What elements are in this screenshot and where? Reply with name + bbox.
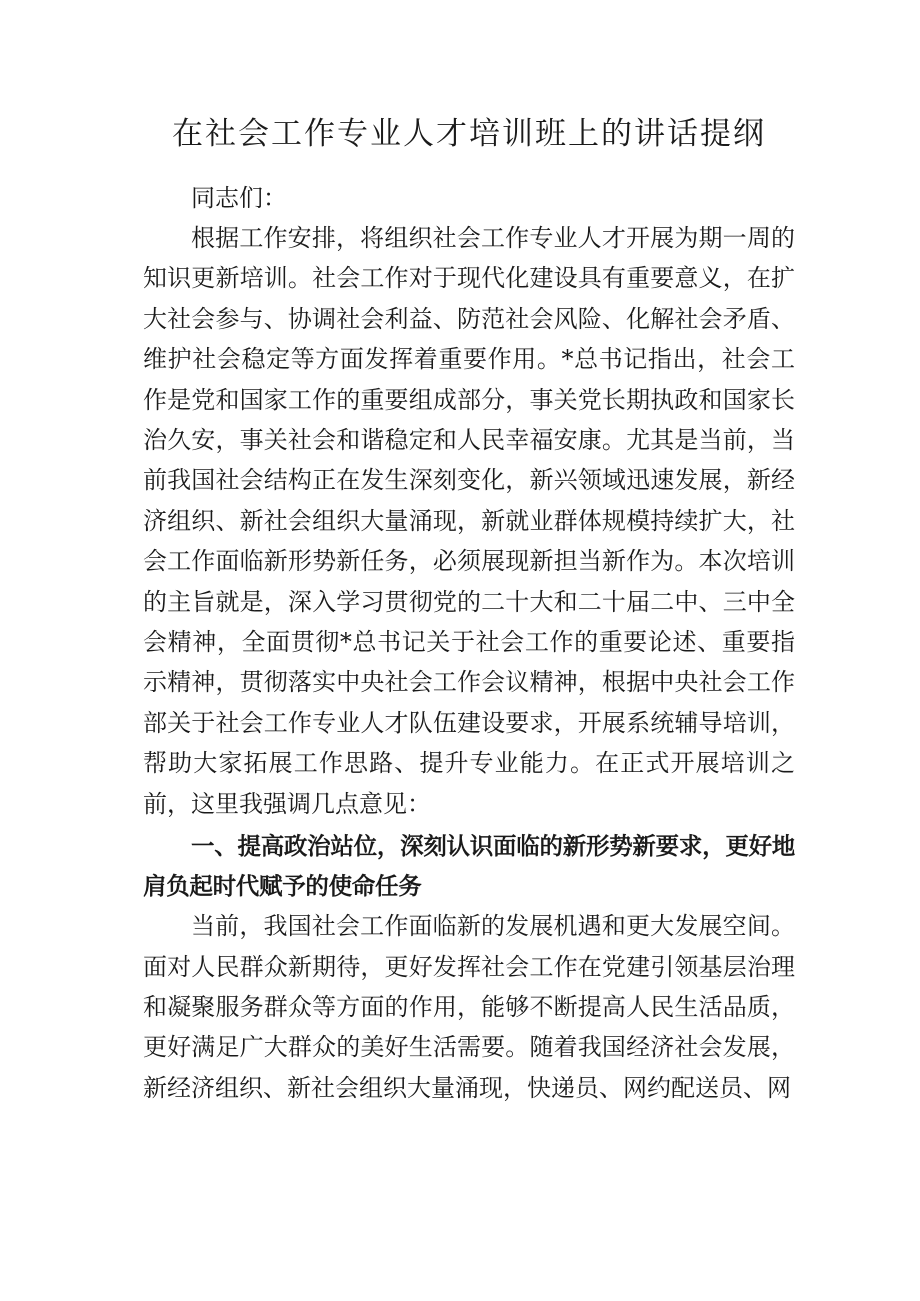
salutation: 同志们： xyxy=(191,184,287,212)
intro-paragraph: 根据工作安排，将组织社会工作专业人才开展为期一周的知识更新培训。社会工作对于现代化建设具有重要意义，在扩大社会参与、协调社会利益、防范社会风险、化解社会矛盾、维护社会稳定等方面发挥着重要作用。*总书记指出，社会工作是党和国家工作的重要组成部分，事关党长期执政和国家长治久安，事关社会和谐稳定和人民幸福安康。尤其是当前，当前我国社会结构正在发生深刻变化，新兴领域迅速发展，新经济组织、新社会组织大量涌现，新就业群体规模持续扩大，社会工作面临新形势新任务，必须展现新担当新作为。本次培训的主旨就是，深入学习贯彻党的二十大和二十届二中、三中全会精神，全面贯彻*总书记关于社会工作的重要论述、重要指示精神，贯彻落实中央社会工作会议精神，根据中央社会工作部关于社会工作专业人才队伍建设要求，开展系统辅导培训，帮助大家拓展工作思路、提升专业能力。在正式开展培训之前，这里我强调几点意见： xyxy=(143,224,795,818)
section-1-paragraph: 当前，我国社会工作面临新的发展机遇和更大发展空间。面对人民群众新期待，更好发挥社会工作在党建引领基层治理和凝聚服务群众等方面的作用，能够不断提高人民生活品质，更好满足广大群众的美好生活需要。随着我国经济社会发展，新经济组织、新社会组织大量涌现，快递员、网约配送员、网 xyxy=(143,912,795,1102)
document-body xyxy=(143,112,795,1108)
document-title: 在社会工作专业人才培训班上的讲话提纲 xyxy=(172,116,766,152)
section-heading-1: 一、提高政治站位，深刻认识面临的新形势新要求，更好地肩负起时代赋予的使命任务 xyxy=(143,832,795,901)
